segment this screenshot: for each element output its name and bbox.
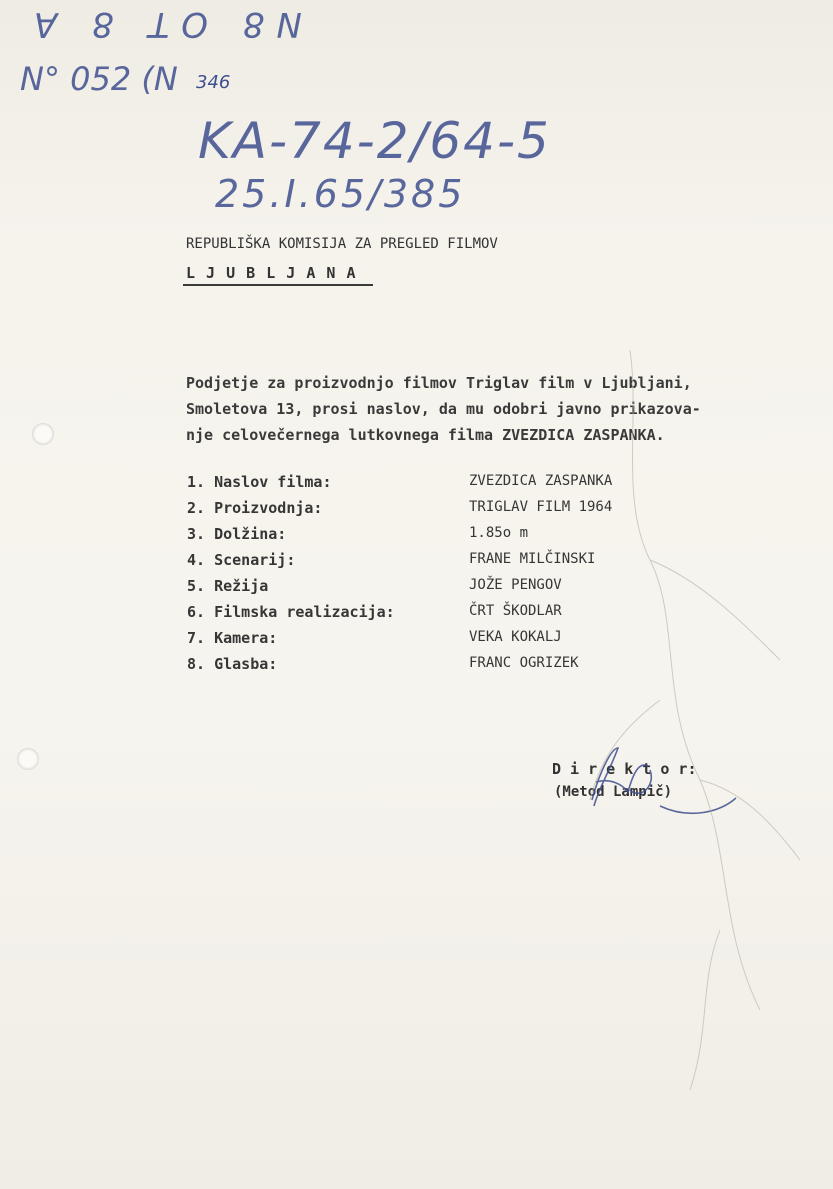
detail-value: 1.85o m	[469, 525, 529, 541]
detail-value: JOŽE PENGOV	[469, 577, 562, 593]
detail-value: ČRT ŠKODLAR	[469, 603, 562, 619]
detail-value: VEKA KOKALJ	[469, 629, 562, 645]
handwritten-reference-2: 25.I.65/385	[215, 172, 466, 216]
letter-line-3: nje celovečernega lutkovnega filma ZVEZDICA ZASPANKA.	[186, 426, 665, 444]
detail-value: ZVEZDICA ZASPANKA	[469, 473, 613, 489]
city-heading: L J U B L J A N A	[186, 264, 357, 282]
detail-label: 8. Glasba:	[187, 655, 278, 673]
letter-line-1: Podjetje za proizvodnjo filmov Triglav film v Ljubljani,	[186, 374, 692, 392]
handwritten-reference-1: KA-74-2/64-5	[198, 112, 551, 170]
detail-label: 4. Scenarij:	[187, 551, 296, 569]
detail-value: FRANC OGRIZEK	[469, 655, 579, 671]
detail-label: 6. Filmska realizacija:	[187, 603, 395, 621]
detail-label: 1. Naslov filma:	[187, 473, 332, 491]
detail-label: 2. Proizvodnja:	[187, 499, 323, 517]
detail-label: 5. Režija	[187, 577, 269, 595]
director-name: (Metod Lampič)	[554, 784, 673, 800]
detail-value: FRANE MILČINSKI	[469, 551, 596, 567]
detail-label: 7. Kamera:	[187, 629, 278, 647]
director-title: D i r e k t o r:	[552, 760, 697, 778]
handwritten-corner-top: N8 OT 8 A	[22, 4, 302, 44]
detail-value: TRIGLAV FILM 1964	[469, 499, 613, 515]
crease-lines	[590, 350, 800, 1090]
commission-heading: REPUBLIŠKA KOMISIJA ZA PREGLED FILMOV	[186, 236, 498, 252]
handwritten-corner-bottom: N° 052 (N	[20, 60, 178, 98]
handwritten-signature	[592, 748, 736, 813]
detail-label: 3. Dolžina:	[187, 525, 287, 543]
letter-line-2: Smoletova 13, prosi naslov, da mu odobri javno prikazova-	[186, 400, 701, 418]
handwritten-corner-number: 346	[196, 72, 231, 93]
